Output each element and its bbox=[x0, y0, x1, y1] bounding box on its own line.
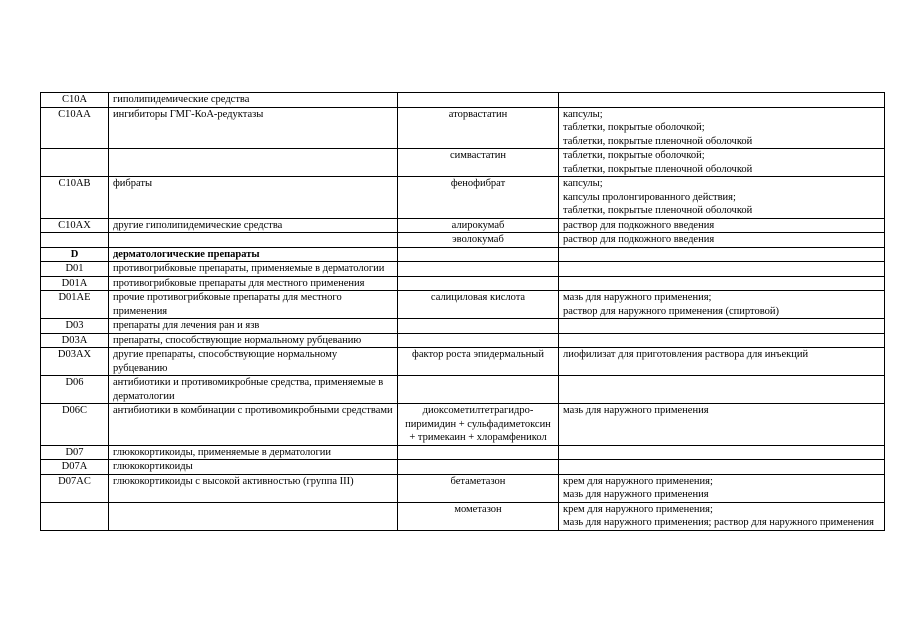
table-row bbox=[41, 149, 885, 177]
anatomic-group-cell: противогрибковые препараты, применяемые в дерматологии bbox=[109, 262, 398, 277]
anatomic-group-cell: другие препараты, способствующие нормальному рубцеванию bbox=[109, 348, 398, 376]
drug-name-cell: симвастатин bbox=[398, 149, 559, 177]
atc-code-cell: D07 bbox=[41, 445, 109, 460]
atc-code-cell: D03 bbox=[41, 319, 109, 334]
dosage-form-cell bbox=[559, 93, 885, 108]
anatomic-group-cell bbox=[109, 502, 398, 530]
drug-name-cell bbox=[398, 376, 559, 404]
atc-code-cell: D03AX bbox=[41, 348, 109, 376]
anatomic-group-cell: ингибиторы ГМГ-КоА-редуктазы bbox=[109, 107, 398, 149]
anatomic-group-cell: глюкокортикоиды с высокой активностью (группа III) bbox=[109, 474, 398, 502]
anatomic-group-cell bbox=[109, 149, 398, 177]
drug-name-cell bbox=[398, 319, 559, 334]
atc-code-cell: D06C bbox=[41, 404, 109, 446]
atc-code-cell: D01 bbox=[41, 262, 109, 277]
drug-name-cell bbox=[398, 460, 559, 475]
dosage-form-cell: раствор для подкожного введения bbox=[559, 218, 885, 233]
anatomic-group-cell: препараты для лечения ран и язв bbox=[109, 319, 398, 334]
anatomic-group-cell: антибиотики в комбинации с противомикробными средствами bbox=[109, 404, 398, 446]
dosage-form-cell bbox=[559, 276, 885, 291]
table-row bbox=[41, 319, 885, 334]
anatomic-group-cell: противогрибковые препараты для местного применения bbox=[109, 276, 398, 291]
anatomic-group-cell: антибиотики и противомикробные средства, применяемые в дерматологии bbox=[109, 376, 398, 404]
table-row bbox=[41, 460, 885, 475]
drug-name-cell: диоксометилтетрагидро-пиримидин + сульфадиметоксин + тримекаин + хлорамфеникол bbox=[398, 404, 559, 446]
table-body bbox=[41, 93, 885, 531]
atc-code-cell: D bbox=[41, 247, 109, 262]
atc-code-cell: D01A bbox=[41, 276, 109, 291]
dosage-form-cell bbox=[559, 460, 885, 475]
atc-code-cell: D07A bbox=[41, 460, 109, 475]
anatomic-group-cell: прочие противогрибковые препараты для местного применения bbox=[109, 291, 398, 319]
dosage-form-cell bbox=[559, 445, 885, 460]
dosage-form-cell: крем для наружного применения; мазь для наружного применения bbox=[559, 474, 885, 502]
table-row bbox=[41, 93, 885, 108]
atc-code-cell: D01AE bbox=[41, 291, 109, 319]
drug-name-cell: фенофибрат bbox=[398, 177, 559, 219]
atc-code-cell: C10A bbox=[41, 93, 109, 108]
dosage-form-cell: мазь для наружного применения bbox=[559, 404, 885, 446]
dosage-form-cell bbox=[559, 333, 885, 348]
drug-name-cell: бетаметазон bbox=[398, 474, 559, 502]
dosage-form-cell: мазь для наружного применения; раствор для наружного применения (спиртовой) bbox=[559, 291, 885, 319]
atc-code-cell bbox=[41, 502, 109, 530]
atc-code-cell: C10AX bbox=[41, 218, 109, 233]
dosage-form-cell: раствор для подкожного введения bbox=[559, 233, 885, 248]
anatomic-group-cell: другие гиполипидемические средства bbox=[109, 218, 398, 233]
drug-name-cell: аторвастатин bbox=[398, 107, 559, 149]
table-row bbox=[41, 177, 885, 219]
table-row bbox=[41, 333, 885, 348]
dosage-form-cell bbox=[559, 262, 885, 277]
table-row bbox=[41, 233, 885, 248]
drug-name-cell: мометазон bbox=[398, 502, 559, 530]
dosage-form-cell: капсулы; капсулы пролонгированного действия; таблетки, покрытые пленочной оболочкой bbox=[559, 177, 885, 219]
anatomic-group-cell: глюкокортикоиды bbox=[109, 460, 398, 475]
dosage-form-cell: таблетки, покрытые оболочкой; таблетки, покрытые пленочной оболочкой bbox=[559, 149, 885, 177]
anatomic-group-cell bbox=[109, 233, 398, 248]
table-row bbox=[41, 348, 885, 376]
dosage-form-cell bbox=[559, 376, 885, 404]
atc-code-cell: D03A bbox=[41, 333, 109, 348]
drug-name-cell bbox=[398, 262, 559, 277]
drug-name-cell: фактор роста эпидермальный bbox=[398, 348, 559, 376]
dosage-form-cell bbox=[559, 247, 885, 262]
table-row bbox=[41, 474, 885, 502]
drug-name-cell bbox=[398, 247, 559, 262]
table-row bbox=[41, 218, 885, 233]
dosage-form-cell: крем для наружного применения; мазь для наружного применения; раствор для наружного применения bbox=[559, 502, 885, 530]
dosage-form-cell: капсулы; таблетки, покрытые оболочкой; таблетки, покрытые пленочной оболочкой bbox=[559, 107, 885, 149]
table-row bbox=[41, 262, 885, 277]
table-row bbox=[41, 107, 885, 149]
atc-code-cell: D07AC bbox=[41, 474, 109, 502]
dosage-form-cell bbox=[559, 319, 885, 334]
drug-name-cell bbox=[398, 445, 559, 460]
atc-code-cell bbox=[41, 149, 109, 177]
drug-name-cell: алирокумаб bbox=[398, 218, 559, 233]
table-row bbox=[41, 291, 885, 319]
drug-name-cell bbox=[398, 333, 559, 348]
anatomic-group-cell: дерматологические препараты bbox=[109, 247, 398, 262]
atc-code-cell: C10AB bbox=[41, 177, 109, 219]
anatomic-group-cell: фибраты bbox=[109, 177, 398, 219]
table-row bbox=[41, 376, 885, 404]
atc-code-cell: C10AA bbox=[41, 107, 109, 149]
anatomic-group-cell: гиполипидемические средства bbox=[109, 93, 398, 108]
drug-name-cell: салициловая кислота bbox=[398, 291, 559, 319]
drug-name-cell: эволокумаб bbox=[398, 233, 559, 248]
table-row bbox=[41, 276, 885, 291]
dosage-form-cell: лиофилизат для приготовления раствора для инъекций bbox=[559, 348, 885, 376]
table-row bbox=[41, 247, 885, 262]
drug-name-cell bbox=[398, 93, 559, 108]
drug-name-cell bbox=[398, 276, 559, 291]
atc-code-cell: D06 bbox=[41, 376, 109, 404]
anatomic-group-cell: препараты, способствующие нормальному рубцеванию bbox=[109, 333, 398, 348]
medicines-table bbox=[40, 92, 885, 531]
atc-code-cell bbox=[41, 233, 109, 248]
table-row bbox=[41, 404, 885, 446]
anatomic-group-cell: глюкокортикоиды, применяемые в дерматологии bbox=[109, 445, 398, 460]
table-row bbox=[41, 445, 885, 460]
table-row bbox=[41, 502, 885, 530]
